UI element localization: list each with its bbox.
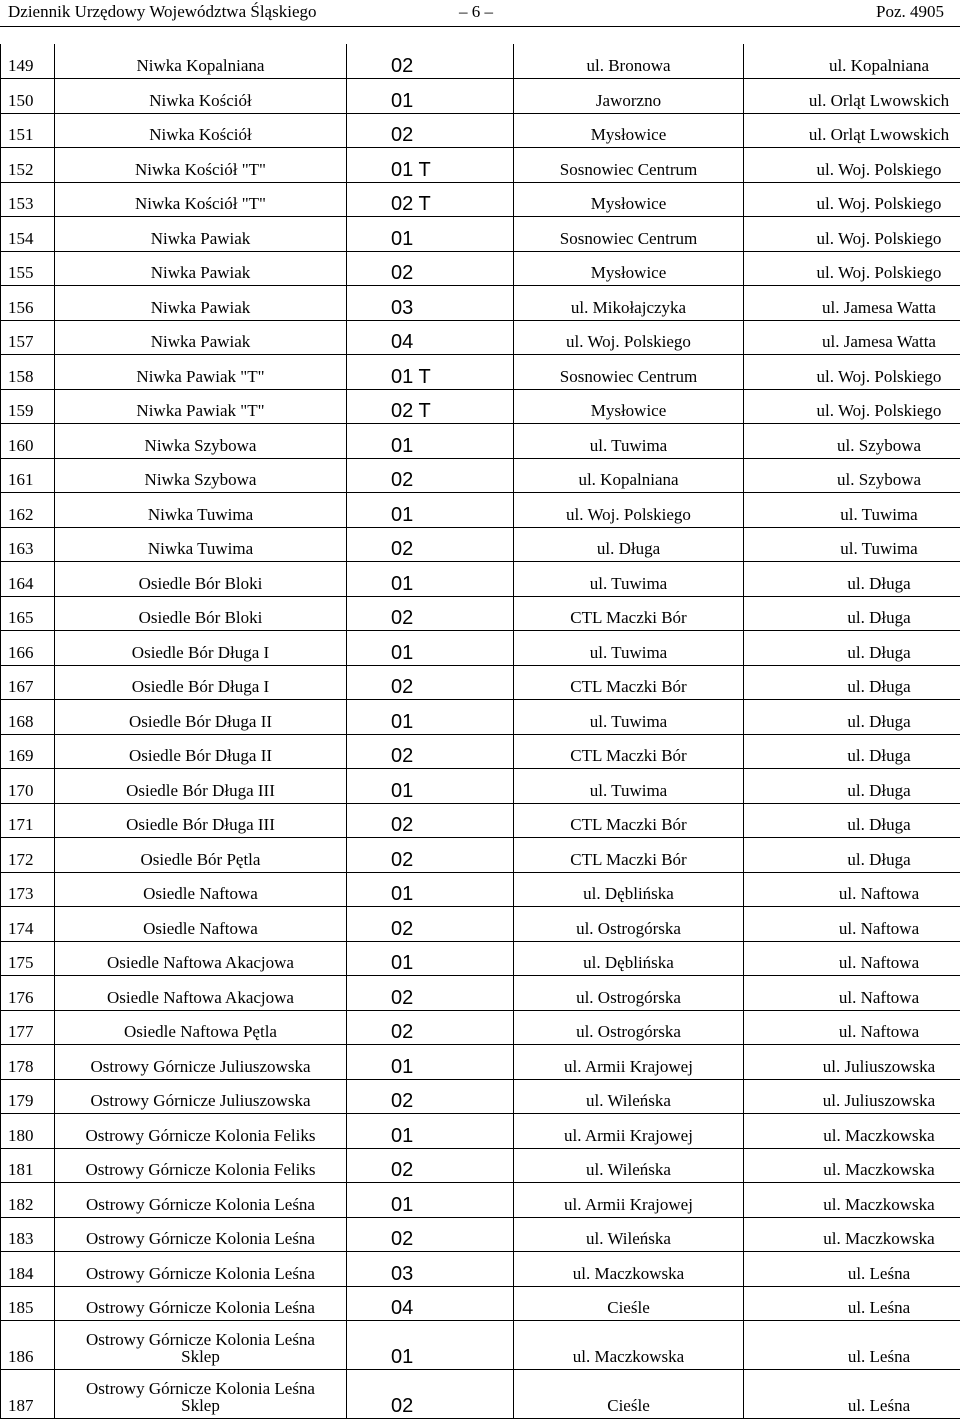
stop-number-cell: 167 <box>1 665 55 700</box>
direction-cell: Sosnowiec Centrum <box>514 148 744 183</box>
direction-cell: CTL Maczki Bór <box>514 838 744 873</box>
stop-code-cell: 01 <box>347 769 514 804</box>
direction-cell: CTL Maczki Bór <box>514 596 744 631</box>
table-row <box>1 44 960 79</box>
stop-code-cell: 01 <box>347 1114 514 1149</box>
table-row <box>1 1114 960 1149</box>
street-cell: ul. Leśna <box>744 1252 960 1287</box>
direction-cell: Mysłowice <box>514 389 744 424</box>
table-row <box>1 872 960 907</box>
stop-name-cell: Osiedle Bór Długa I <box>55 665 347 700</box>
table-row <box>1 1370 960 1419</box>
stop-number-cell: 166 <box>1 631 55 666</box>
stop-name-cell: Niwka Pawiak <box>55 320 347 355</box>
stop-number-cell: 158 <box>1 355 55 390</box>
table-row <box>1 493 960 528</box>
street-cell: ul. Maczkowska <box>744 1183 960 1218</box>
stop-number-cell: 164 <box>1 562 55 597</box>
stop-code-cell: 01 <box>347 631 514 666</box>
stop-name-cell <box>55 1321 347 1370</box>
street-cell: ul. Kopalniana <box>744 44 960 79</box>
street-cell: ul. Długa <box>744 631 960 666</box>
stop-name-cell: Ostrowy Górnicze Juliuszowska <box>55 1045 347 1080</box>
stop-name-cell: Ostrowy Górnicze Kolonia Feliks <box>55 1148 347 1183</box>
stop-number-cell: 176 <box>1 976 55 1011</box>
header-rule <box>0 26 960 27</box>
table-row <box>1 1217 960 1252</box>
table-row <box>1 148 960 183</box>
stop-number-cell: 159 <box>1 389 55 424</box>
street-cell: ul. Leśna <box>744 1286 960 1321</box>
street-cell: ul. Woj. Polskiego <box>744 251 960 286</box>
stop-number-cell: 162 <box>1 493 55 528</box>
table-row <box>1 182 960 217</box>
stop-name-cell: Osiedle Bór Bloki <box>55 562 347 597</box>
stop-name-cell: Ostrowy Górnicze Kolonia Leśna <box>55 1252 347 1287</box>
stop-number-cell: 187 <box>1 1370 55 1419</box>
stop-name-cell: Osiedle Bór Długa III <box>55 803 347 838</box>
street-cell: ul. Juliuszowska <box>744 1045 960 1080</box>
stop-name-cell: Osiedle Bór Długa II <box>55 700 347 735</box>
street-cell: ul. Tuwima <box>744 527 960 562</box>
stop-number-cell: 183 <box>1 1217 55 1252</box>
street-cell: ul. Maczkowska <box>744 1148 960 1183</box>
stop-name-line: Ostrowy Górnicze Kolonia Leśna <box>55 1331 346 1348</box>
stop-number-cell: 160 <box>1 424 55 459</box>
stop-number-cell: 185 <box>1 1286 55 1321</box>
stop-name-cell: Niwka Pawiak <box>55 286 347 321</box>
table-row <box>1 113 960 148</box>
table-row <box>1 976 960 1011</box>
street-cell: ul. Orląt Lwowskich <box>744 79 960 114</box>
stop-code-cell: 02 <box>347 803 514 838</box>
stop-number-cell: 161 <box>1 458 55 493</box>
stop-code-cell: 02 <box>347 44 514 79</box>
table-row <box>1 665 960 700</box>
direction-cell: ul. Armii Krajowej <box>514 1114 744 1149</box>
table-row <box>1 803 960 838</box>
direction-cell: ul. Tuwima <box>514 700 744 735</box>
stop-code-cell: 02 <box>347 976 514 1011</box>
stop-code-cell: 04 <box>347 1286 514 1321</box>
stop-number-cell: 170 <box>1 769 55 804</box>
table-row <box>1 700 960 735</box>
stop-code-cell: 02 <box>347 113 514 148</box>
stop-number-cell: 157 <box>1 320 55 355</box>
stop-number-cell: 173 <box>1 872 55 907</box>
direction-cell: ul. Tuwima <box>514 769 744 804</box>
stop-name-cell: Osiedle Naftowa Akacjowa <box>55 941 347 976</box>
direction-cell: CTL Maczki Bór <box>514 734 744 769</box>
stop-code-cell: 02 <box>347 251 514 286</box>
table-row <box>1 734 960 769</box>
stop-code-cell: 01 <box>347 941 514 976</box>
stop-code-cell: 01 <box>347 493 514 528</box>
table-row <box>1 769 960 804</box>
table-row <box>1 631 960 666</box>
stop-name-line: Ostrowy Górnicze Kolonia Leśna <box>55 1380 346 1397</box>
direction-cell: ul. Armii Krajowej <box>514 1183 744 1218</box>
stop-code-cell: 01 <box>347 1183 514 1218</box>
stop-number-cell: 180 <box>1 1114 55 1149</box>
stop-name-cell: Osiedle Bór Bloki <box>55 596 347 631</box>
table-row <box>1 355 960 390</box>
stop-code-cell: 02 <box>347 1079 514 1114</box>
street-cell: ul. Naftowa <box>744 976 960 1011</box>
table-row <box>1 1079 960 1114</box>
street-cell: ul. Długa <box>744 562 960 597</box>
stop-code-cell: 01 <box>347 79 514 114</box>
direction-cell: ul. Dęblińska <box>514 872 744 907</box>
stop-name-cell: Niwka Kościół "T" <box>55 148 347 183</box>
direction-cell: ul. Tuwima <box>514 424 744 459</box>
stop-number-cell: 155 <box>1 251 55 286</box>
stop-code-cell: 01 <box>347 562 514 597</box>
street-cell: ul. Naftowa <box>744 907 960 942</box>
stop-number-cell: 152 <box>1 148 55 183</box>
stop-number-cell: 186 <box>1 1321 55 1370</box>
stop-number-cell: 165 <box>1 596 55 631</box>
stop-code-cell: 02 <box>347 1217 514 1252</box>
stop-code-cell: 04 <box>347 320 514 355</box>
stop-code-cell: 01 <box>347 1045 514 1080</box>
stop-number-cell: 181 <box>1 1148 55 1183</box>
stop-number-cell: 184 <box>1 1252 55 1287</box>
stop-name-cell: Osiedle Naftowa <box>55 907 347 942</box>
stop-number-cell: 151 <box>1 113 55 148</box>
page-number: – 6 – <box>459 2 493 22</box>
table-row <box>1 1010 960 1045</box>
stop-number-cell: 154 <box>1 217 55 252</box>
direction-cell: Mysłowice <box>514 113 744 148</box>
direction-cell: ul. Długa <box>514 527 744 562</box>
street-cell: ul. Maczkowska <box>744 1114 960 1149</box>
stop-code-cell: 02 <box>347 458 514 493</box>
stop-number-cell: 149 <box>1 44 55 79</box>
direction-cell: CTL Maczki Bór <box>514 803 744 838</box>
stop-name-cell: Niwka Kopalniana <box>55 44 347 79</box>
stop-code-cell: 01 <box>347 217 514 252</box>
street-cell: ul. Długa <box>744 665 960 700</box>
stop-code-cell: 02 <box>347 1370 514 1419</box>
direction-cell: ul. Mikołajczyka <box>514 286 744 321</box>
stops-table-body <box>1 44 960 1419</box>
street-cell: ul. Długa <box>744 803 960 838</box>
table-row <box>1 251 960 286</box>
direction-cell: ul. Ostrogórska <box>514 907 744 942</box>
direction-cell: ul. Bronowa <box>514 44 744 79</box>
direction-cell: ul. Maczkowska <box>514 1321 744 1370</box>
stop-code-cell: 02 <box>347 1148 514 1183</box>
street-cell: ul. Naftowa <box>744 872 960 907</box>
stop-name-cell: Niwka Pawiak <box>55 251 347 286</box>
position-number: Poz. 4905 <box>876 2 944 22</box>
direction-cell: Jaworzno <box>514 79 744 114</box>
stop-name-cell: Niwka Kościół "T" <box>55 182 347 217</box>
street-cell: ul. Leśna <box>744 1321 960 1370</box>
table-row <box>1 941 960 976</box>
stop-number-cell: 163 <box>1 527 55 562</box>
stop-name-line: Sklep <box>55 1397 346 1414</box>
direction-cell: ul. Ostrogórska <box>514 976 744 1011</box>
stop-number-cell: 171 <box>1 803 55 838</box>
stops-table <box>0 44 960 1419</box>
direction-cell: Mysłowice <box>514 182 744 217</box>
table-row <box>1 527 960 562</box>
table-row <box>1 389 960 424</box>
stop-code-cell: 02 <box>347 527 514 562</box>
table-row <box>1 424 960 459</box>
stop-name-cell: Niwka Pawiak "T" <box>55 389 347 424</box>
street-cell: ul. Woj. Polskiego <box>744 148 960 183</box>
stop-code-cell: 01 <box>347 700 514 735</box>
stop-name-cell: Osiedle Naftowa Akacjowa <box>55 976 347 1011</box>
table-row <box>1 1321 960 1370</box>
stop-code-cell: 02 <box>347 1010 514 1045</box>
street-cell: ul. Długa <box>744 734 960 769</box>
street-cell: ul. Szybowa <box>744 458 960 493</box>
stop-number-cell: 150 <box>1 79 55 114</box>
stop-name-cell: Ostrowy Górnicze Kolonia Leśna <box>55 1286 347 1321</box>
table-row <box>1 286 960 321</box>
stop-name-cell: Niwka Szybowa <box>55 458 347 493</box>
table-row <box>1 907 960 942</box>
stop-number-cell: 169 <box>1 734 55 769</box>
stop-code-cell: 02 T <box>347 389 514 424</box>
stop-name-cell: Ostrowy Górnicze Kolonia Leśna <box>55 1183 347 1218</box>
direction-cell: ul. Maczkowska <box>514 1252 744 1287</box>
stop-name-cell: Osiedle Bór Długa II <box>55 734 347 769</box>
stop-code-cell: 02 <box>347 907 514 942</box>
stop-name-cell: Osiedle Naftowa Pętla <box>55 1010 347 1045</box>
table-row <box>1 79 960 114</box>
stop-name-cell: Niwka Szybowa <box>55 424 347 459</box>
street-cell: ul. Szybowa <box>744 424 960 459</box>
stop-code-cell: 02 <box>347 665 514 700</box>
direction-cell: ul. Tuwima <box>514 562 744 597</box>
direction-cell: ul. Armii Krajowej <box>514 1045 744 1080</box>
stop-number-cell: 172 <box>1 838 55 873</box>
street-cell: ul. Jamesa Watta <box>744 286 960 321</box>
street-cell: ul. Naftowa <box>744 941 960 976</box>
direction-cell: ul. Woj. Polskiego <box>514 493 744 528</box>
street-cell: ul. Maczkowska <box>744 1217 960 1252</box>
stop-code-cell: 03 <box>347 286 514 321</box>
journal-title: Dziennik Urzędowy Województwa Śląskiego <box>8 2 317 22</box>
street-cell: ul. Tuwima <box>744 493 960 528</box>
street-cell: ul. Długa <box>744 769 960 804</box>
stop-code-cell: 01 <box>347 872 514 907</box>
street-cell: ul. Naftowa <box>744 1010 960 1045</box>
stop-code-cell: 01 <box>347 424 514 459</box>
stop-number-cell: 178 <box>1 1045 55 1080</box>
street-cell: ul. Długa <box>744 700 960 735</box>
stop-code-cell: 02 T <box>347 182 514 217</box>
table-row <box>1 1286 960 1321</box>
street-cell: ul. Leśna <box>744 1370 960 1419</box>
stop-name-cell: Niwka Kościół <box>55 113 347 148</box>
direction-cell: ul. Kopalniana <box>514 458 744 493</box>
direction-cell: CTL Maczki Bór <box>514 665 744 700</box>
stop-number-cell: 174 <box>1 907 55 942</box>
street-cell: ul. Woj. Polskiego <box>744 182 960 217</box>
stop-name-cell: Osiedle Bór Pętla <box>55 838 347 873</box>
table-row <box>1 596 960 631</box>
street-cell: ul. Woj. Polskiego <box>744 355 960 390</box>
table-row <box>1 320 960 355</box>
direction-cell: ul. Wileńska <box>514 1148 744 1183</box>
stop-name-cell <box>55 1370 347 1419</box>
stop-name-cell: Ostrowy Górnicze Kolonia Feliks <box>55 1114 347 1149</box>
stop-code-cell: 02 <box>347 596 514 631</box>
stop-name-cell: Ostrowy Górnicze Juliuszowska <box>55 1079 347 1114</box>
direction-cell: Mysłowice <box>514 251 744 286</box>
stop-name-cell: Osiedle Naftowa <box>55 872 347 907</box>
street-cell: ul. Juliuszowska <box>744 1079 960 1114</box>
stop-number-cell: 182 <box>1 1183 55 1218</box>
direction-cell: Sosnowiec Centrum <box>514 355 744 390</box>
stop-name-cell: Ostrowy Górnicze Kolonia Leśna <box>55 1217 347 1252</box>
stop-number-cell: 156 <box>1 286 55 321</box>
stop-code-cell: 02 <box>347 838 514 873</box>
stop-code-cell: 02 <box>347 734 514 769</box>
stop-number-cell: 177 <box>1 1010 55 1045</box>
stop-name-cell: Niwka Kościół <box>55 79 347 114</box>
street-cell: ul. Orląt Lwowskich <box>744 113 960 148</box>
street-cell: ul. Jamesa Watta <box>744 320 960 355</box>
stop-name-cell: Niwka Tuwima <box>55 527 347 562</box>
stop-code-cell: 01 <box>347 1321 514 1370</box>
table-row <box>1 1148 960 1183</box>
street-cell: ul. Woj. Polskiego <box>744 217 960 252</box>
direction-cell: ul. Ostrogórska <box>514 1010 744 1045</box>
stop-name-cell: Niwka Tuwima <box>55 493 347 528</box>
street-cell: ul. Długa <box>744 596 960 631</box>
stop-number-cell: 175 <box>1 941 55 976</box>
table-row <box>1 1045 960 1080</box>
stop-number-cell: 153 <box>1 182 55 217</box>
stop-code-cell: 03 <box>347 1252 514 1287</box>
stop-name-cell: Osiedle Bór Długa III <box>55 769 347 804</box>
table-row <box>1 1252 960 1287</box>
stop-name-cell: Osiedle Bór Długa I <box>55 631 347 666</box>
table-row <box>1 458 960 493</box>
direction-cell: ul. Wileńska <box>514 1217 744 1252</box>
table-row <box>1 838 960 873</box>
document-header <box>0 0 960 28</box>
direction-cell: ul. Wileńska <box>514 1079 744 1114</box>
direction-cell: Cieśle <box>514 1370 744 1419</box>
stop-code-cell: 01 T <box>347 148 514 183</box>
direction-cell: Cieśle <box>514 1286 744 1321</box>
street-cell: ul. Długa <box>744 838 960 873</box>
stop-code-cell: 01 T <box>347 355 514 390</box>
table-row <box>1 562 960 597</box>
stop-number-cell: 168 <box>1 700 55 735</box>
street-cell: ul. Woj. Polskiego <box>744 389 960 424</box>
stop-name-cell: Niwka Pawiak "T" <box>55 355 347 390</box>
stop-name-cell: Niwka Pawiak <box>55 217 347 252</box>
direction-cell: ul. Tuwima <box>514 631 744 666</box>
direction-cell: ul. Woj. Polskiego <box>514 320 744 355</box>
stop-number-cell: 179 <box>1 1079 55 1114</box>
table-row <box>1 217 960 252</box>
stop-name-line: Sklep <box>55 1348 346 1365</box>
direction-cell: Sosnowiec Centrum <box>514 217 744 252</box>
direction-cell: ul. Dęblińska <box>514 941 744 976</box>
table-row <box>1 1183 960 1218</box>
